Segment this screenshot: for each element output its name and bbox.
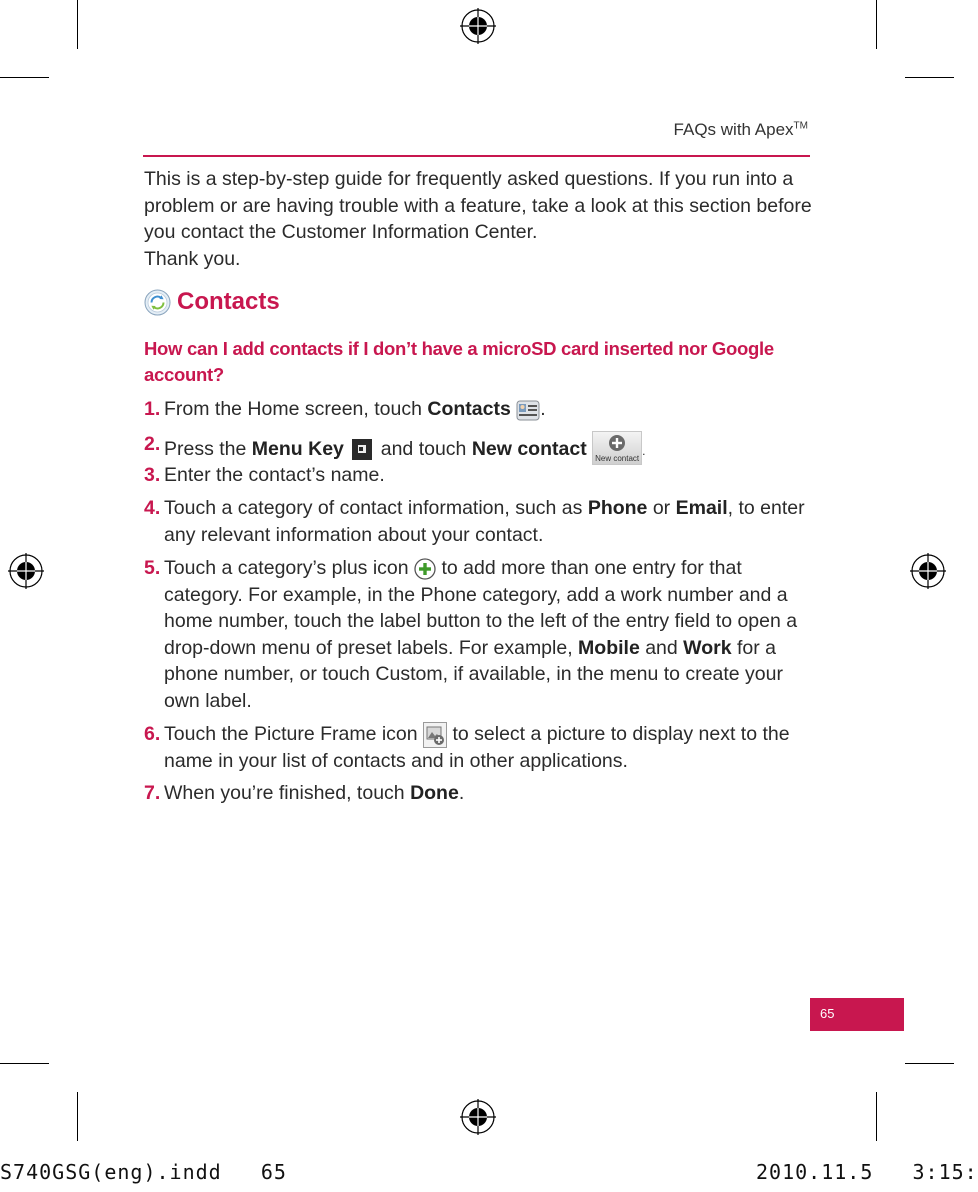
print-slug-file: S740GSG(eng).indd 65 [0, 1160, 287, 1184]
step-bold: Menu Key [251, 438, 344, 460]
step-6 [144, 721, 814, 774]
step-text: , to enter any relevant information about your contact. [164, 497, 805, 546]
step-bold: Email [675, 497, 728, 519]
contacts-app-icon [516, 398, 540, 422]
registration-mark-icon [910, 553, 946, 589]
step-text: . [458, 782, 465, 804]
step-text: When you’re finished, touch [164, 782, 411, 804]
header-divider [143, 155, 810, 157]
step-2 [144, 431, 814, 465]
step-3 [144, 462, 814, 489]
step-number: 7. [144, 782, 161, 804]
step-text: . [540, 398, 546, 420]
faq-question: How can I add contacts if I don’t have a microSD card inserted nor Google account? [144, 338, 774, 385]
step-body [144, 431, 814, 465]
step-7 [144, 780, 814, 807]
step-body [144, 396, 814, 423]
registration-mark-icon [460, 8, 496, 44]
step-body: Enter the contact’s name. [164, 464, 385, 486]
step-bold: New contact [471, 438, 587, 460]
step-text: From the Home screen, touch [164, 398, 428, 420]
step-text: for a phone number, or touch Custom, if available, in the menu to create your own label. [164, 636, 783, 712]
step-bold: Work [683, 636, 732, 659]
step-number: 3. [144, 464, 161, 486]
step-text: and [639, 636, 684, 659]
section-heading [144, 286, 280, 318]
step-body [144, 555, 814, 714]
crop-mark [0, 1063, 49, 1064]
crop-mark [77, 1092, 78, 1141]
trademark-symbol: TM [793, 120, 808, 132]
step-text: Touch the Picture Frame icon [164, 723, 424, 745]
step-bold: Done [410, 782, 459, 804]
page-number-tab [810, 998, 904, 1031]
running-header-title: FAQs with Apex [673, 120, 794, 139]
step-text: Press the [164, 438, 252, 460]
step-5 [144, 555, 814, 714]
step-bold: Mobile [578, 636, 640, 659]
sync-icon [144, 289, 171, 316]
crop-mark [77, 0, 78, 49]
step-text: Touch a category’s plus icon [164, 557, 415, 579]
step-bold: Phone [587, 497, 648, 519]
step-body [144, 721, 814, 774]
crop-mark [905, 1063, 954, 1064]
registration-mark-icon [8, 553, 44, 589]
plus-icon [414, 558, 436, 580]
step-number: 2. [144, 433, 161, 455]
step-text: . [642, 444, 646, 458]
step-body [144, 780, 814, 807]
new-contact-icon-label: New contact [595, 454, 640, 463]
picture-frame-icon [423, 722, 447, 748]
crop-mark [876, 0, 877, 49]
page-number: 65 [820, 1006, 835, 1021]
step-bold: Contacts [427, 398, 511, 420]
step-text: or [647, 497, 676, 519]
section-title: Contacts [177, 288, 280, 315]
step-number: 1. [144, 398, 161, 420]
running-header [674, 120, 808, 140]
step-number: 6. [144, 723, 161, 745]
intro-closing: Thank you. [144, 247, 241, 270]
new-contact-button-icon [592, 431, 642, 465]
intro-paragraph: This is a step-by-step guide for frequently asked questions. If you run into a problem or are having trouble with a feature, take a look at this section before you contact the Customer Information Center. [144, 168, 812, 243]
registration-mark-icon [460, 1099, 496, 1135]
print-slug-date: 2010.11.5 3:15: [756, 1160, 978, 1184]
step-text: to select a picture to display next to the name in your list of contacts and in other applications. [164, 723, 790, 772]
crop-mark [905, 77, 954, 78]
step-text: to add more than one entry for that category. For example, in the Phone category, add a work number and a home number, touch the label button to the left of the entry field to open a drop-down menu of preset labels. For example, [164, 557, 798, 659]
step-number: 5. [144, 557, 161, 579]
menu-key-icon [349, 439, 375, 461]
step-number: 4. [144, 497, 161, 519]
step-text: Touch a category of contact information, such as [164, 497, 588, 519]
step-body [144, 495, 814, 548]
step-text: and touch [375, 438, 472, 460]
intro [144, 166, 812, 272]
step-4 [144, 495, 814, 548]
crop-mark [0, 77, 49, 78]
step-1 [144, 396, 814, 423]
crop-mark [876, 1092, 877, 1141]
